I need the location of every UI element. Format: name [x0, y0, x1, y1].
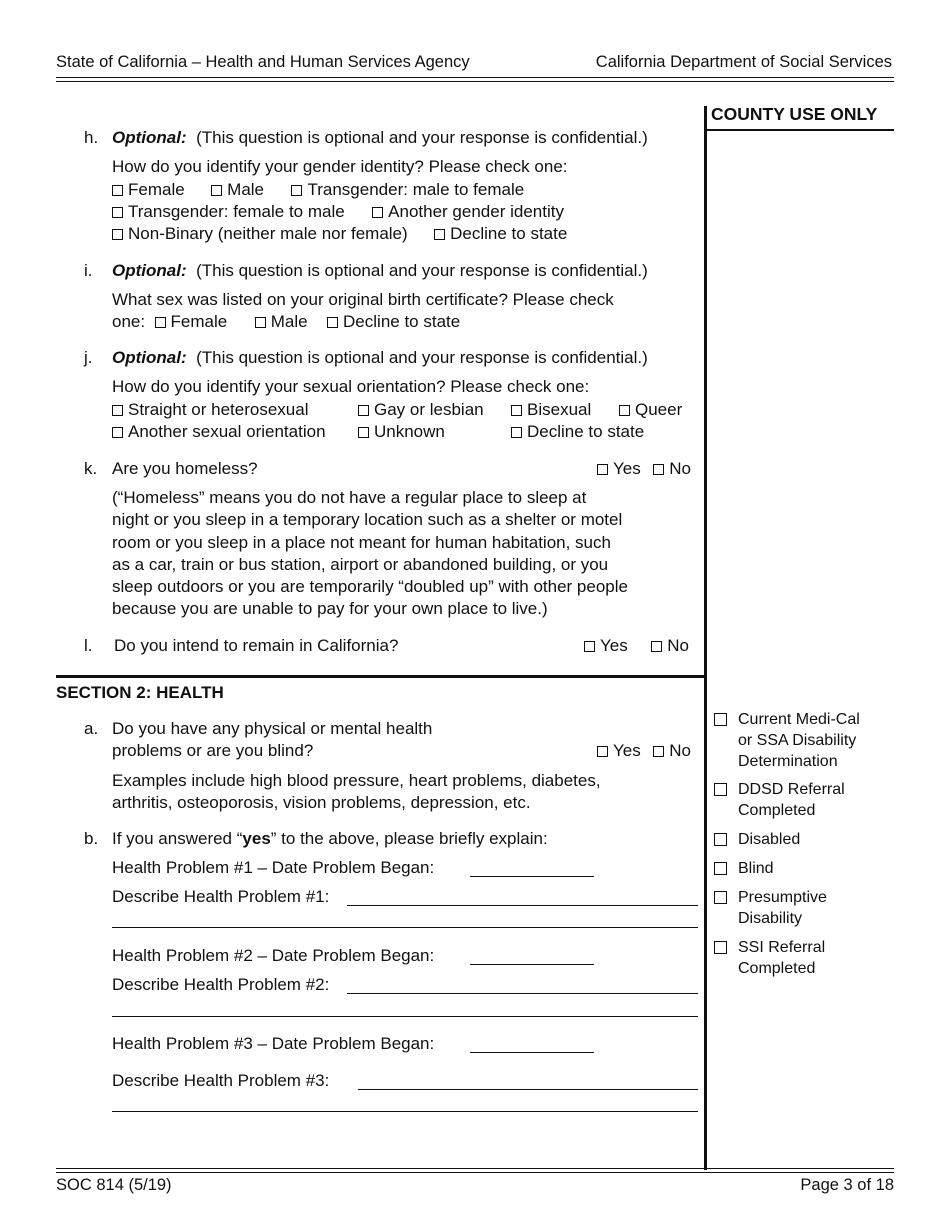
- q-i-question-cont: one:: [112, 312, 146, 331]
- county-ssi-referral-checkbox[interactable]: [714, 941, 727, 954]
- q-h-trans-mtf-label: Transgender: male to female: [307, 180, 525, 199]
- q-j-note: (This question is optional and your response is confidential.): [196, 348, 648, 367]
- q-l-yes-label: Yes: [600, 636, 628, 655]
- s2-a-yes-label: Yes: [613, 741, 641, 760]
- q-k-desc-3: room or you sleep in a place not meant for human habitation, such: [112, 533, 611, 552]
- q-h-female-label: Female: [128, 180, 185, 199]
- q-i-letter: i.: [84, 261, 93, 280]
- q-j-bisexual: [511, 400, 591, 420]
- q-h-row1: [112, 180, 524, 200]
- header-rule-top: [56, 77, 894, 78]
- q-h-nonbinary-label: Non-Binary (neither male nor female): [128, 224, 408, 243]
- county-ssi-referral-line-2: Completed: [738, 960, 816, 977]
- q-j-unknown-checkbox[interactable]: [358, 427, 369, 438]
- q-i-optional: Optional:: [112, 261, 187, 280]
- county-ddsd-line-1: DDSD Referral: [738, 781, 845, 798]
- q-h-question: How do you identify your gender identity? Please check one:: [112, 157, 568, 176]
- q-j-another: [112, 422, 326, 442]
- p2-date-label: Health Problem #2 – Date Problem Began:: [112, 946, 435, 965]
- q-h-header: [112, 128, 648, 148]
- q-j-bisexual-checkbox[interactable]: [511, 405, 522, 416]
- p3-date-field[interactable]: [470, 1052, 594, 1053]
- q-i-row: [112, 312, 460, 332]
- q-j-straight-label: Straight or heterosexual: [128, 400, 309, 419]
- s2-a-examples-2: arthritis, osteoporosis, vision problems, depression, etc.: [112, 793, 531, 812]
- s2-b-letter: b.: [84, 829, 99, 848]
- q-h-male-checkbox[interactable]: [211, 185, 222, 196]
- q-h-nonbinary-checkbox[interactable]: [112, 229, 123, 240]
- county-medical-ssa-line-3: Determination: [738, 753, 838, 770]
- q-k-desc-6: because you are unable to pay for your own place to live.): [112, 599, 548, 618]
- q-i-male-label: Male: [270, 312, 308, 331]
- s2-a-yes-checkbox[interactable]: [597, 746, 608, 757]
- q-j-straight: [112, 400, 309, 420]
- county-ssi-referral-line-1: SSI Referral: [738, 939, 826, 956]
- county-title-underline: [707, 129, 894, 131]
- q-j-gay-label: Gay or lesbian: [374, 400, 484, 419]
- p1-desc-field-2[interactable]: [112, 927, 698, 928]
- county-ddsd-line-2: Completed: [738, 802, 816, 819]
- county-blind-label: Blind: [738, 860, 774, 877]
- p2-date-field[interactable]: [470, 964, 594, 965]
- county-medical-ssa-line-1: Current Medi-Cal: [738, 711, 860, 728]
- s2-a-no-checkbox[interactable]: [653, 746, 664, 757]
- q-k-letter: k.: [84, 459, 98, 478]
- q-j-another-label: Another sexual orientation: [128, 422, 326, 441]
- county-disabled-checkbox[interactable]: [714, 833, 727, 846]
- s2-a-examples-1: Examples include high blood pressure, heart problems, diabetes,: [112, 771, 601, 790]
- footer-rule-top: [56, 1168, 894, 1169]
- q-j-unknown: [358, 422, 445, 442]
- p3-date-label: Health Problem #3 – Date Problem Began:: [112, 1034, 435, 1053]
- section-2-title: SECTION 2: HEALTH: [56, 683, 224, 702]
- p1-date-field[interactable]: [470, 876, 594, 877]
- p2-desc-field-1[interactable]: [347, 993, 698, 994]
- county-medical-ssa-label: [738, 709, 860, 772]
- q-h-row2: [112, 202, 564, 222]
- q-l-question: Do you intend to remain in California?: [114, 636, 399, 655]
- q-j-optional: Optional:: [112, 348, 187, 367]
- q-h-row3: [112, 224, 567, 244]
- q-i-header: [112, 261, 648, 281]
- q-j-queer-label: Queer: [635, 400, 683, 419]
- county-medical-ssa-checkbox[interactable]: [714, 713, 727, 726]
- q-j-decline-label: Decline to state: [527, 422, 645, 441]
- q-h-another-gender-checkbox[interactable]: [372, 207, 383, 218]
- s2-b-question-post: ” to the above, please briefly explain:: [270, 829, 548, 848]
- q-i-decline-checkbox[interactable]: [327, 317, 338, 328]
- s2-a-question-1: Do you have any physical or mental health: [112, 719, 433, 738]
- county-presumptive-line-1: Presumptive: [738, 889, 827, 906]
- q-j-decline-checkbox[interactable]: [511, 427, 522, 438]
- q-h-female-checkbox[interactable]: [112, 185, 123, 196]
- q-j-letter: j.: [84, 348, 93, 367]
- q-j-header: [112, 348, 648, 368]
- s2-a-letter: a.: [84, 719, 99, 738]
- q-j-queer: [619, 400, 682, 420]
- q-h-male-label: Male: [227, 180, 265, 199]
- q-k-desc-1: (“Homeless” means you do not have a regular place to sleep at: [112, 488, 587, 507]
- county-ddsd-checkbox[interactable]: [714, 783, 727, 796]
- q-k-yes-label: Yes: [613, 459, 641, 478]
- q-l-yes-checkbox[interactable]: [584, 641, 595, 652]
- county-blind-checkbox[interactable]: [714, 862, 727, 875]
- footer-page-number: Page 3 of 18: [800, 1176, 894, 1194]
- q-l-answers: [584, 636, 689, 656]
- s2-b-question-yes: yes: [242, 829, 271, 848]
- p1-date-label: Health Problem #1 – Date Problem Began:: [112, 858, 435, 877]
- q-h-letter: h.: [84, 128, 99, 147]
- p3-desc-field-2[interactable]: [112, 1111, 698, 1112]
- q-l-letter: l.: [84, 636, 93, 655]
- q-j-queer-checkbox[interactable]: [619, 405, 630, 416]
- q-j-unknown-label: Unknown: [374, 422, 445, 441]
- p3-desc-field-1[interactable]: [358, 1089, 698, 1090]
- q-j-gay: [358, 400, 484, 420]
- county-use-only-title: COUNTY USE ONLY: [711, 104, 878, 124]
- s2-a-answers: [597, 741, 691, 761]
- q-k-no-label: No: [669, 459, 691, 478]
- p1-desc-field-1[interactable]: [347, 905, 698, 906]
- footer-form-number: SOC 814 (5/19): [56, 1176, 172, 1194]
- county-ddsd-label: [738, 779, 845, 821]
- footer-rule-bottom: [56, 1172, 894, 1173]
- s2-b-question: [112, 829, 548, 849]
- p1-desc-label: Describe Health Problem #1:: [112, 887, 330, 906]
- p2-desc-field-2[interactable]: [112, 1016, 698, 1017]
- q-h-decline-label: Decline to state: [450, 224, 568, 243]
- q-k-question: Are you homeless?: [112, 459, 258, 478]
- q-j-gay-checkbox[interactable]: [358, 405, 369, 416]
- header-rule-bottom: [56, 81, 894, 82]
- q-k-desc-5: sleep outdoors or you are temporarily “doubled up” with other people: [112, 577, 628, 596]
- q-i-question: What sex was listed on your original birth certificate? Please check: [112, 290, 614, 309]
- p3-desc-label: Describe Health Problem #3:: [112, 1071, 330, 1090]
- q-h-optional: Optional:: [112, 128, 187, 147]
- q-j-bisexual-label: Bisexual: [527, 400, 592, 419]
- q-i-female-checkbox[interactable]: [155, 317, 166, 328]
- q-k-desc-4: as a car, train or bus station, airport or abandoned building, or you: [112, 555, 609, 574]
- q-l-no-checkbox[interactable]: [651, 641, 662, 652]
- s2-a-question-2: problems or are you blind?: [112, 741, 314, 760]
- q-i-female-label: Female: [170, 312, 228, 331]
- q-h-note: (This question is optional and your response is confidential.): [196, 128, 648, 147]
- county-presumptive-line-2: Disability: [738, 910, 803, 927]
- county-column-divider: [704, 106, 707, 1170]
- q-k-yes-checkbox[interactable]: [597, 464, 608, 475]
- q-k-desc-2: night or you sleep in a temporary location such as a shelter or motel: [112, 510, 623, 529]
- q-i-male-checkbox[interactable]: [255, 317, 266, 328]
- county-medical-ssa-line-2: or SSA Disability: [738, 732, 857, 749]
- section-divider: [56, 675, 706, 678]
- q-j-another-checkbox[interactable]: [112, 427, 123, 438]
- s2-a-no-label: No: [669, 741, 691, 760]
- q-h-trans-ftm-checkbox[interactable]: [112, 207, 123, 218]
- q-i-note: (This question is optional and your response is confidential.): [196, 261, 648, 280]
- county-presumptive-label: [738, 887, 827, 929]
- q-k-no-checkbox[interactable]: [653, 464, 664, 475]
- county-disabled-label: Disabled: [738, 831, 801, 848]
- q-i-decline-label: Decline to state: [343, 312, 461, 331]
- q-h-trans-ftm-label: Transgender: female to male: [128, 202, 345, 221]
- q-h-decline-checkbox[interactable]: [434, 229, 445, 240]
- county-presumptive-checkbox[interactable]: [714, 891, 727, 904]
- p2-desc-label: Describe Health Problem #2:: [112, 975, 330, 994]
- q-h-another-gender-label: Another gender identity: [388, 202, 564, 221]
- q-l-no-label: No: [667, 636, 689, 655]
- q-j-decline: [511, 422, 644, 442]
- q-j-straight-checkbox[interactable]: [112, 405, 123, 416]
- q-j-question: How do you identify your sexual orientation? Please check one:: [112, 377, 590, 396]
- q-h-trans-mtf-checkbox[interactable]: [291, 185, 302, 196]
- county-ssi-referral-label: [738, 937, 825, 979]
- header-department: California Department of Social Services: [595, 53, 892, 71]
- header-agency: State of California – Health and Human Services Agency: [56, 53, 470, 71]
- s2-b-question-pre: If you answered “: [112, 829, 243, 848]
- q-k-answers: [597, 459, 691, 479]
